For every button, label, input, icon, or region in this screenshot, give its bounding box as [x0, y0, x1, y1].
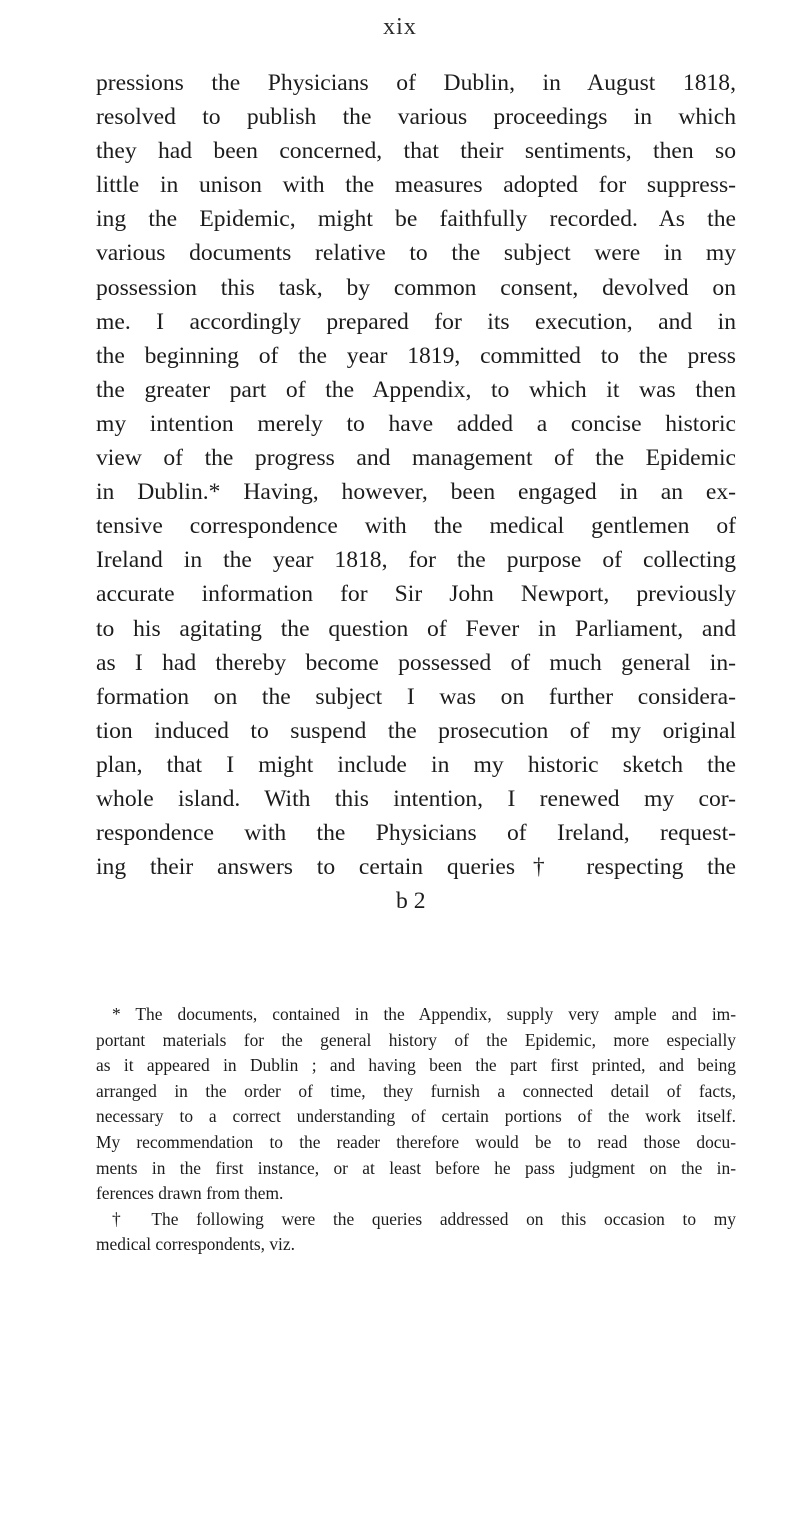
text-line: ing the Epidemic, might be faithfully recorded. As the — [96, 206, 736, 233]
text-line: me. I accordingly prepared for its execution, and in — [96, 308, 736, 335]
text-line: tensive correspondence with the medical gentlemen of — [96, 513, 736, 540]
text-line: pressions the Physicians of Dublin, in August 1818, — [96, 70, 736, 96]
text-line: in Dublin.* Having, however, been engaged in an ex- — [96, 479, 736, 506]
text-line: view of the progress and management of the Epidemic — [96, 445, 736, 472]
footnote-line: My recommendation to the reader therefore would be to read those docu- — [96, 1131, 736, 1152]
main-text — [96, 66, 736, 918]
footnote-line: as it appeared in Dublin ; and having been the part first printed, and being — [96, 1055, 736, 1076]
footnote-line: medical correspondents, viz. — [96, 1234, 295, 1255]
text-line: whole island. With this intention, I renewed my cor- — [96, 785, 736, 812]
footnotes — [96, 1002, 736, 1258]
text-line: the beginning of the year 1819, committed to the press — [96, 342, 736, 369]
text-line: tion induced to suspend the prosecution of my original — [96, 717, 736, 744]
text-line: my intention merely to have added a concise historic — [96, 410, 736, 437]
text-line: possession this task, by common consent, devolved on — [96, 274, 736, 301]
footnote-line: portant materials for the general history of the Epidemic, more especially — [96, 1029, 736, 1050]
text-line: respondence with the Physicians of Ireland, request- — [96, 820, 736, 847]
text-line: plan, that I might include in my historic sketch the — [96, 751, 736, 778]
page-number: xix — [383, 14, 417, 40]
footnote-line: necessary to a correct understanding of certain portions of the work itself. — [96, 1106, 736, 1127]
footnote-line: † The following were the queries addressed on this occasion to my — [112, 1208, 736, 1229]
text-line: the greater part of the Appendix, to which it was then — [96, 376, 736, 403]
footnote-line: arranged in the order of time, they furnish a connected detail of facts, — [96, 1080, 736, 1101]
text-line: various documents relative to the subject were in my — [96, 240, 736, 267]
text-line: Ireland in the year 1818, for the purpose of collecting — [96, 547, 736, 574]
text-line: to his agitating the question of Fever in Parliament, and — [96, 615, 736, 642]
text-line: little in unison with the measures adopted for suppress- — [96, 172, 736, 199]
text-line: accurate information for Sir John Newport, previously — [96, 581, 736, 608]
footnote-line: ferences drawn from them. — [96, 1183, 284, 1204]
text-line: resolved to publish the various proceedings in which — [96, 104, 736, 131]
text-line: they had been concerned, that their sentiments, then so — [96, 138, 736, 165]
text-line: formation on the subject I was on further considera- — [96, 683, 736, 710]
footnote-line: * The documents, contained in the Appendix, supply very ample and im- — [112, 1004, 736, 1024]
signature-mark: b 2 — [396, 888, 426, 915]
footnote-line: ments in the first instance, or at least before he pass judgment on the in- — [96, 1157, 736, 1178]
text-line: ing their answers to certain queries† respecting the — [96, 854, 736, 881]
text-line: as I had thereby become possessed of much general in- — [96, 649, 736, 676]
